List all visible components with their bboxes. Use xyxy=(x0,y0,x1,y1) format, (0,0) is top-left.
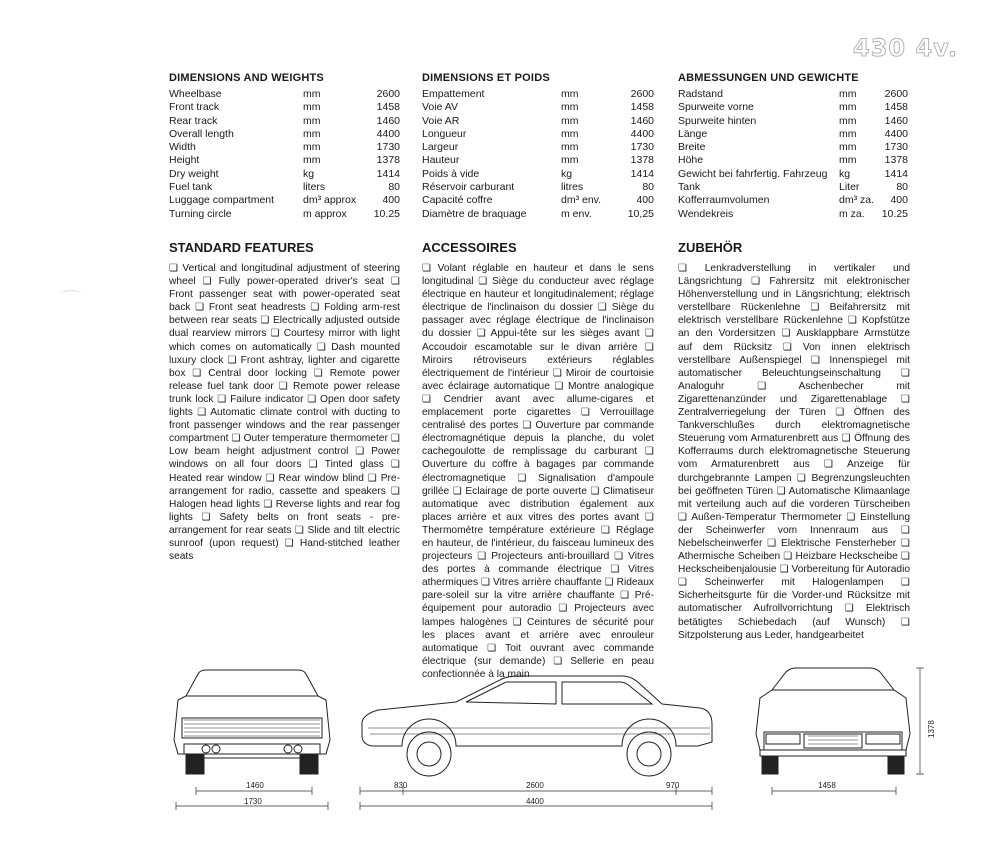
features-text-fr: ❏ Volant réglable en hauteur et dans le sens longitudinal ❏ Siège du conducteur avec réglage électrique en hauteur et longitudinalement; réglage électrique de l'inclinaison du dossier ❏ Siège du passager avec réglage électrique de l'inclinaison du dossier ❏ Appui-tête sur les sièges avant ❏ Accoudoir escamotable sur le divan arrière ❏ Miroirs rétroviseurs extérieurs réglables électriquement de l'intérieur ❏ Miroir de courtoisie avec éclairage automatique ❏ Montre analogique ❏ Cendrier avant avec allume-cigares et emplacement porte cigarettes ❏ Verrouillage centralisé des portes ❏ Ouverture par commande électromagnétique depuis la planche, du volet cachegoulotte de remplissage du carburant ❏ Ouverture du coffre à bagages par commande électromagnetique ❏ Signalisation d'ampoule grillée ❏ Eclairage de porte ouverte ❏ Climatiseur automatique avec distribution également aux places arrière et aux vitres des portes avant ❏ Thermomètre température extérieure ❏ Réglage en hauteur, de l'intérieur, du faisceau lumineux des projecteurs ❏ Projecteurs anti-brouillard ❏ Vitres des portes à commande électrique ❏ Vitres athermiques ❏ Vitres arrière chauffante ❏ Rideaux pare-soleil sur la vitre arrière chauffante ❏ Pré-équipement pour autoradio ❏ Projecteurs avec lampes halogènes ❏ Ceintures de sécurité pour les places avant et arrière avec enrouleur automatique ❏ Toit ouvrant avec commande électrique (sur demande) ❏ Sellerie en peau confectionnée à la main xyxy=(422,263,654,680)
dimension-lines xyxy=(176,668,924,810)
dimension-row xyxy=(169,181,400,194)
dimension-value: 80 xyxy=(388,181,400,194)
dimension-value: 1414 xyxy=(376,167,400,180)
dimension-unit: m approx xyxy=(303,207,347,220)
dimension-row xyxy=(678,154,908,167)
dimension-label: Front track xyxy=(169,101,220,114)
dimension-row xyxy=(678,115,908,128)
dimension-value: 80 xyxy=(896,181,908,194)
dimension-label: Kofferraumvolumen xyxy=(678,194,770,207)
dimension-row xyxy=(678,208,908,221)
dimension-unit: m za. xyxy=(839,207,865,220)
features-heading-de: ZUBEHÖR xyxy=(678,240,743,255)
dimension-row xyxy=(422,194,654,207)
dimension-value: 1458 xyxy=(630,101,654,114)
dimension-value: 1460 xyxy=(884,114,908,127)
dimension-label: Höhe xyxy=(678,154,704,167)
dimension-value: 1730 xyxy=(884,141,908,154)
dimension-value: 400 xyxy=(382,194,400,207)
dimension-label: Empattement xyxy=(422,88,485,100)
dimension-unit: dm³ env. xyxy=(561,194,602,207)
dimension-value: 1378 xyxy=(376,154,400,167)
dimension-unit: mm xyxy=(561,154,579,167)
dimension-value: 400 xyxy=(890,194,908,207)
car-technical-drawing xyxy=(0,650,1000,855)
dimension-label: Fuel tank xyxy=(169,181,213,194)
features-text-en: ❏ Vertical and longitudinal adjustment of steering wheel ❏ Fully power-operated driver's seat ❏ Front passenger seat with power-operated seat back ❏ Front seat headrests ❏ Folding arm-rest between rear seats ❏ Electrically adjusted outside dual rearview mirrors ❏ Courtesy mirror with light which comes on automatically ❏ Dash mounted luxury clock ❏ Front ashtray, lighter and cigarette box ❏ Central door locking ❏ Remote power release fuel tank door ❏ Remote power release trunk lock ❏ Failure indicator ❏ Open door safety lights ❏ Automatic climate control with ducting to front passenger windows and the rear passenger compartment ❏ Outer temperature thermometer ❏ Low beam height adjustment control ❏ Power windows on all four doors ❏ Tinted glass ❏ Heated rear window ❏ Rear window blind ❏ Pre-arrangement for radio, cassette and speakers ❏ Halogen head lights ❏ Reverse lights and rear fog lights ❏ Safety belts on front seats - pre-arrangement for rear seats ❏ Slide and tilt electric sunroof (upon request) ❏ Hand-stitched leather seats xyxy=(169,263,400,563)
dimension-label: Wheelbase xyxy=(169,88,222,100)
side-view-drawing xyxy=(362,676,712,776)
dimension-label: Wendekreis xyxy=(678,207,734,220)
dimension-unit: mm xyxy=(839,101,857,114)
dimension-label: Largeur xyxy=(422,141,459,154)
dimension-value: 400 xyxy=(636,194,654,207)
dimension-unit: liters xyxy=(303,181,326,194)
dimension-value: 1458 xyxy=(376,101,400,114)
dimension-unit: mm xyxy=(303,88,321,100)
dimension-label: Width xyxy=(169,141,196,154)
dimensions-heading-en: DIMENSIONS AND WEIGHTS xyxy=(169,72,324,84)
dimension-unit: dm³ approx xyxy=(303,194,357,207)
dimension-row xyxy=(169,194,400,207)
dimension-label: Height xyxy=(169,154,200,167)
dimension-value: 2600 xyxy=(630,88,654,100)
dimension-label: Hauteur xyxy=(422,154,460,167)
wheelbase-label: 2600 xyxy=(526,781,544,790)
width-label: 1730 xyxy=(244,797,262,806)
dimension-row xyxy=(169,141,400,154)
rear-overhang-label: 970 xyxy=(666,781,680,790)
dimension-row xyxy=(169,168,400,181)
front-view-drawing xyxy=(756,668,910,774)
dimension-row xyxy=(422,101,654,114)
dimension-unit: kg xyxy=(303,167,315,180)
dimension-value: 1378 xyxy=(630,154,654,167)
dimension-row xyxy=(169,115,400,128)
dimension-label: Réservoir carburant xyxy=(422,181,515,194)
dimensions-en xyxy=(169,72,400,221)
dimension-unit: litres xyxy=(561,181,584,194)
dimension-unit: mm xyxy=(561,101,579,114)
dimension-value: 1730 xyxy=(376,141,400,154)
dimension-value: 4400 xyxy=(376,127,400,140)
dimension-label: Tank xyxy=(678,181,701,194)
dimension-value: 4400 xyxy=(630,127,654,140)
dimensions-heading-de: ABMESSUNGEN UND GEWICHTE xyxy=(678,72,859,84)
dimension-unit: mm xyxy=(839,127,857,140)
dimension-value: 10.25 xyxy=(373,207,400,220)
dimension-unit: kg xyxy=(561,167,573,180)
height-label: 1378 xyxy=(927,720,936,738)
dimension-row xyxy=(169,101,400,114)
dimension-value: 4400 xyxy=(884,127,908,140)
dimension-unit: mm xyxy=(561,114,579,127)
dimension-label: Rear track xyxy=(169,114,218,127)
dimension-row xyxy=(422,115,654,128)
dimension-unit: mm xyxy=(561,88,579,100)
dimension-row xyxy=(422,88,654,101)
dimension-unit: m env. xyxy=(561,207,592,220)
dimension-row xyxy=(422,181,654,194)
dimensions-table-en xyxy=(169,88,400,221)
dimension-label: Poids à vide xyxy=(422,167,480,180)
length-label: 4400 xyxy=(526,797,544,806)
features-heading-fr: ACCESSOIRES xyxy=(422,240,517,255)
front-overhang-label: 830 xyxy=(394,781,408,790)
dimension-row xyxy=(169,208,400,221)
dimension-label: Diamètre de braquage xyxy=(422,207,527,220)
dimensions-fr xyxy=(422,72,654,221)
dimension-unit: Liter xyxy=(839,181,860,194)
rear-view-drawing xyxy=(174,670,330,774)
dimension-label: Overall length xyxy=(169,127,234,140)
dimension-value: 80 xyxy=(642,181,654,194)
rear-track-label: 1460 xyxy=(246,781,264,790)
dimension-label: Länge xyxy=(678,127,708,140)
dimension-row xyxy=(678,88,908,101)
dimension-value: 1378 xyxy=(884,154,908,167)
dimension-label: Radstand xyxy=(678,88,723,100)
dimension-unit: mm xyxy=(561,127,579,140)
dimension-label: Capacité coffre xyxy=(422,194,493,207)
dimension-unit: dm³ za. xyxy=(839,194,875,207)
dimension-value: 1730 xyxy=(630,141,654,154)
model-title: 430 4v. xyxy=(853,34,958,62)
features-text-de: ❏ Lenkradverstellung in vertikaler und Längsrichtung ❏ Fahrersitz mit elektronischer Höhenverstellung und in Längsrichtung; elektrisch verstellbare Rückenlehne ❏ Beifahrersitz mit elektrisch verstellbare Rückenlehne ❏ Kopfstütze an den Vordersitzen ❏ Ausklappbare Armstütze auf dem Rücksitz ❏ Von innen elektrisch verstellbare Außenspiegel ❏ Innenspiegel mit automatischer Beleuchtungseinschaltung ❏ Analoguhr ❏ Aschenbecher mit Zigarettenanzünder und Zigarettenablage ❏ Zentralverriegelung der Türen ❏ Öffnen des Tankverschlußes durch elektromagnetische Steuerung vom Armaturenbrett aus ❏ Öffnung des Kofferraums durch elektromagnetische Steuerung vom Armaturenbrett aus ❏ Anzeige für durchgebrannte Lampen ❏ Begrenzungsleuchten bei geöffneten Türen ❏ Automatische Klimaanlage mit verteilung auch auf die vorderen Türscheiben ❏ Außen-Temperatur Thermometer ❏ Einstellung der Scheinwerfer vom Innenraum aus ❏ Nebelscheinwerfer ❏ Elektrische Fensterheber ❏ Athermische Scheiben ❏ Heizbare Heckscheibe ❏ Heckscheibenjalousie ❏ Vorbereitung für Autoradio ❏ Scheinwerfer mit Halogenlampen ❏ Sicherheitsgurte für die Vorder-und Rücksitze mit automatischer Aufrollvorrichtung ❏ Elektrisch betätigtes Schiebedach (auf Wunsch) ❏ Sitzpolsterung aus Leder, handgearbeitet xyxy=(678,263,910,641)
dimension-row xyxy=(678,168,908,181)
dimension-label: Voie AR xyxy=(422,114,460,127)
dimension-label: Turning circle xyxy=(169,207,232,220)
dimension-unit: mm xyxy=(839,114,857,127)
dimension-unit: mm xyxy=(303,127,321,140)
dimension-value: 2600 xyxy=(376,88,400,100)
dimension-row xyxy=(678,101,908,114)
dimension-unit: mm xyxy=(303,154,321,167)
dimension-label: Breite xyxy=(678,141,706,154)
dimension-value: 1460 xyxy=(376,114,400,127)
dimension-unit: mm xyxy=(839,141,857,154)
dimension-value: 1414 xyxy=(884,167,908,180)
dimension-label: Longueur xyxy=(422,127,467,140)
dimension-unit: mm xyxy=(561,141,579,154)
dimension-value: 1460 xyxy=(630,114,654,127)
dimension-row xyxy=(678,194,908,207)
dimension-row xyxy=(422,154,654,167)
front-track-label: 1458 xyxy=(818,781,836,790)
dimension-row xyxy=(169,154,400,167)
dimension-unit: mm xyxy=(839,88,857,100)
dimension-row xyxy=(169,128,400,141)
dimension-row xyxy=(422,208,654,221)
dimensions-de xyxy=(678,72,908,221)
dimension-unit: mm xyxy=(303,101,321,114)
dimension-row xyxy=(422,141,654,154)
dimension-row xyxy=(678,141,908,154)
dimension-unit: mm xyxy=(303,114,321,127)
dimension-value: 2600 xyxy=(884,88,908,100)
dimension-label: Luggage compartment xyxy=(169,194,275,207)
dimension-label: Gewicht bei fahrfertig. Fahrzeug xyxy=(678,167,828,180)
dimension-label: Voie AV xyxy=(422,101,459,114)
dimension-row xyxy=(169,88,400,101)
dimension-label: Spurweite vorne xyxy=(678,101,754,114)
dimension-row xyxy=(422,168,654,181)
dimensions-table-de xyxy=(678,88,908,221)
dimension-value: 10,25 xyxy=(627,207,654,220)
dimension-unit: mm xyxy=(303,141,321,154)
scan-mark xyxy=(60,290,82,301)
dimension-row xyxy=(422,128,654,141)
dimension-label: Spurweite hinten xyxy=(678,114,757,127)
dimension-value: 1458 xyxy=(884,101,908,114)
dimension-row xyxy=(678,128,908,141)
dimension-unit: kg xyxy=(839,167,851,180)
dimensions-heading-fr: DIMENSIONS ET POIDS xyxy=(422,72,550,84)
features-heading-en: STANDARD FEATURES xyxy=(169,240,314,255)
dimension-value: 10.25 xyxy=(881,207,908,220)
dimension-unit: mm xyxy=(839,154,857,167)
dimension-value: 1414 xyxy=(630,167,654,180)
dimension-row xyxy=(678,181,908,194)
dimensions-table-fr xyxy=(422,88,654,221)
dimension-label: Dry weight xyxy=(169,167,219,180)
